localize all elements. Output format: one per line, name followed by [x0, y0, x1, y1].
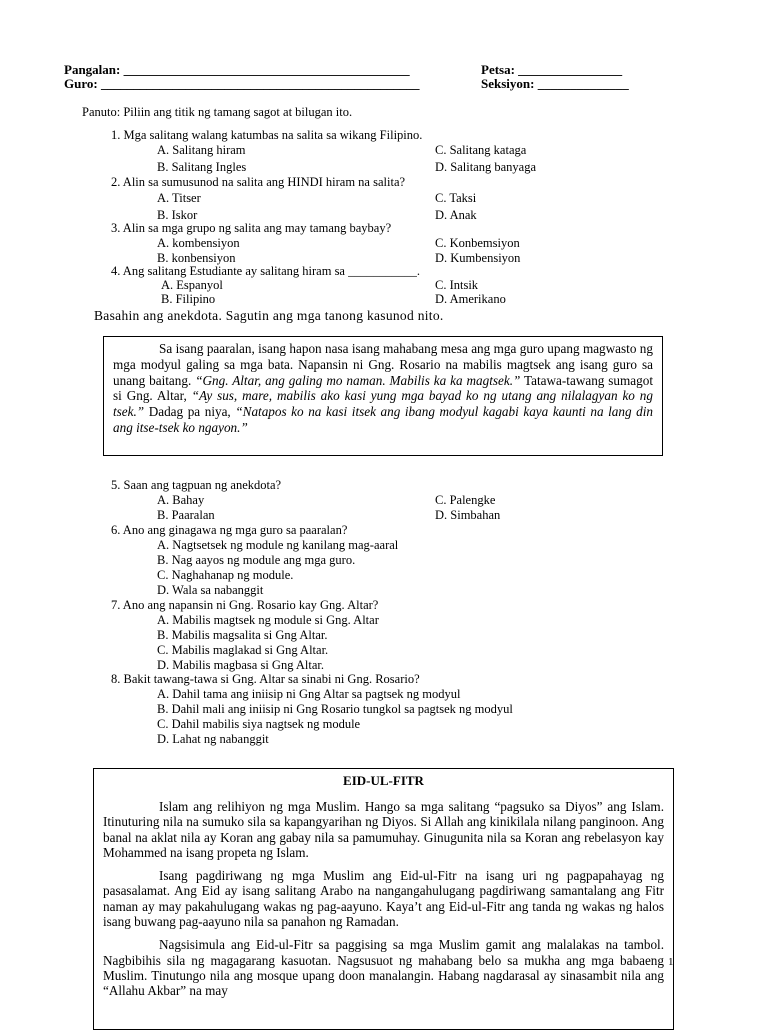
question-8: 8. Bakit tawang-tawa si Gng. Altar sa sinabi ni Gng. Rosario? — [111, 672, 420, 686]
eid-title: EID-UL-FITR — [343, 773, 424, 788]
panuto: Panuto: Piliin ang titik ng tamang sagot at bilugan ito. — [82, 105, 353, 119]
q5-option-c: C. Palengke — [435, 493, 496, 507]
q1-option-d: D. Salitang banyaga — [435, 160, 537, 174]
q7-option-b: B. Mabilis magsalita si Gng Altar. — [157, 628, 328, 642]
question-3: 3. Alin sa mga grupo ng salita ang may tamang baybay? — [111, 221, 392, 235]
q7-option-a: A. Mabilis magtsek ng module si Gng. Altar — [157, 613, 379, 627]
question-6: 6. Ano ang ginagawa ng mga guro sa paaralan? — [111, 523, 348, 537]
q1-option-c: C. Salitang kataga — [435, 143, 527, 157]
q8-option-c: C. Dahil mabilis siya nagtsek ng module — [157, 717, 361, 731]
q3-option-b: B. konbensiyon — [157, 251, 236, 265]
anekdota-text: Sa isang paaralan, isang hapon nasa isang mahabang mesa ang mga guro upang magwasto ng mga modyul galing sa mga bata. Napansin ni Gng. Rosario na mabilis magtsek ang isang guro sa unang baitang. “Gng. Altar, ang galing mo naman. Mabilis ka ka magtsek.” Tatawa-tawang sumagot si Gng. Altar, “Ay sus, mare, mabilis ako kasi yung mga bayad ko ng utang ang nilalagyan ko ng tsek.” Dadag pa niya, “Natapos ko na kasi itsek ang ibang modyul kagabi kaya kaunti na lang din ang itse-tsek ko ngayon.” — [113, 341, 653, 435]
q6-option-d: D. Wala sa nabanggit — [157, 583, 264, 597]
eid-paragraph-2: Isang pagdiriwang ng mga Muslim ang Eid-ul-Fitr na isang uri ng pagpapahayag ng pasasalamat. Ang Eid ay isang salitang Arabo na nangangahulugang pagdiriwang samantalang ang Fitr naman ay may pakahulugang wakas ng pag-aayuno. Kaya’t ang Eid-ul-Fitr ang tanda ng wakas ng halos isang buwang pag-aayuno nila sa panahon ng Ramadan. — [103, 868, 664, 930]
eid-paragraph-3: Nagsisimula ang Eid-ul-Fitr sa paggising sa mga Muslim gamit ang malalakas na tambol. Nagbibihis sila ng magagarang kasuotan. Nagsusuot ng mahabang belo sa mukha ang mga babaeng Muslim. Tinutungo nila ang mosque upang doon manalangin. Habang nagdarasal ay sinasambit nila ang “Allahu Akbar” na may — [103, 937, 664, 999]
question-5: 5. Saan ang tagpuan ng anekdota? — [111, 478, 282, 492]
eid-ul-fitr-box — [93, 768, 674, 1030]
q4-option-a: A. Espanyol — [161, 278, 223, 292]
q4-option-b: B. Filipino — [161, 292, 216, 306]
q6-option-a: A. Nagtsetsek ng module ng kanilang mag-aaral — [157, 538, 399, 552]
petsa-field: Petsa: ________________ — [481, 62, 623, 77]
q5-option-d: D. Simbahan — [435, 508, 501, 522]
q2-option-a: A. Titser — [157, 191, 201, 205]
q8-option-a: A. Dahil tama ang iniisip ni Gng Altar sa pagtsek ng modyul — [157, 687, 461, 701]
q3-option-c: C. Konbemsiyon — [435, 236, 520, 250]
guro-field: Guro: _________________________________________________ — [64, 76, 420, 91]
q5-option-a: A. Bahay — [157, 493, 205, 507]
basahin-instruction: Basahin ang anekdota. Sagutin ang mga tanong kasunod nito. — [94, 308, 444, 323]
q6-option-b: B. Nag aayos ng module ang mga guro. — [157, 553, 356, 567]
question-2: 2. Alin sa sumusunod na salita ang HINDI hiram na salita? — [111, 175, 406, 189]
q8-option-b: B. Dahil mali ang iniisip ni Gng Rosario tungkol sa pagtsek ng modyul — [157, 702, 513, 716]
question-7: 7. Ano ang napansin ni Gng. Rosario kay Gng. Altar? — [111, 598, 379, 612]
q3-option-d: D. Kumbensiyon — [435, 251, 521, 265]
question-4: 4. Ang salitang Estudiante ay salitang hiram sa ___________. — [111, 264, 420, 278]
question-1: 1. Mga salitang walang katumbas na salita sa wikang Filipino. — [111, 128, 423, 142]
q1-option-b: B. Salitang Ingles — [157, 160, 247, 174]
q3-option-a: A. kombensiyon — [157, 236, 240, 250]
q2-option-c: C. Taksi — [435, 191, 477, 205]
q1-option-a: A. Salitang hiram — [157, 143, 246, 157]
q2-option-b: B. Iskor — [157, 208, 198, 222]
q7-option-c: C. Mabilis maglakad si Gng Altar. — [157, 643, 329, 657]
q4-option-c: C. Intsik — [435, 278, 479, 292]
q5-option-b: B. Paaralan — [157, 508, 215, 522]
q7-option-d: D. Mabilis magbasa si Gng Altar. — [157, 658, 324, 672]
q6-option-c: C. Naghahanap ng module. — [157, 568, 294, 582]
q4-option-d: D. Amerikano — [435, 292, 506, 306]
q2-option-d: D. Anak — [435, 208, 477, 222]
page-number: 1 — [668, 956, 674, 968]
q8-option-d: D. Lahat ng nabanggit — [157, 732, 269, 746]
anekdota-box — [103, 336, 663, 456]
eid-paragraph-1: Islam ang relihiyon ng mga Muslim. Hango sa mga salitang “pagsuko sa Diyos” ang Islam. Itinuturing nila na sumuko sila sa kapangyarihan ng Diyos. Si Allah ang kinikilala nilang panginoon. Ang banal na aklat nila ay Koran ang gabay nila sa pamumuhay. Ginugunita nila sa Koran ang rebelasyon kay Mohammed na isang propeta ng Islam. — [103, 799, 664, 860]
seksiyon-field: Seksiyon: ______________ — [481, 76, 629, 91]
pangalan-field: Pangalan: ____________________________________________ — [64, 62, 410, 77]
